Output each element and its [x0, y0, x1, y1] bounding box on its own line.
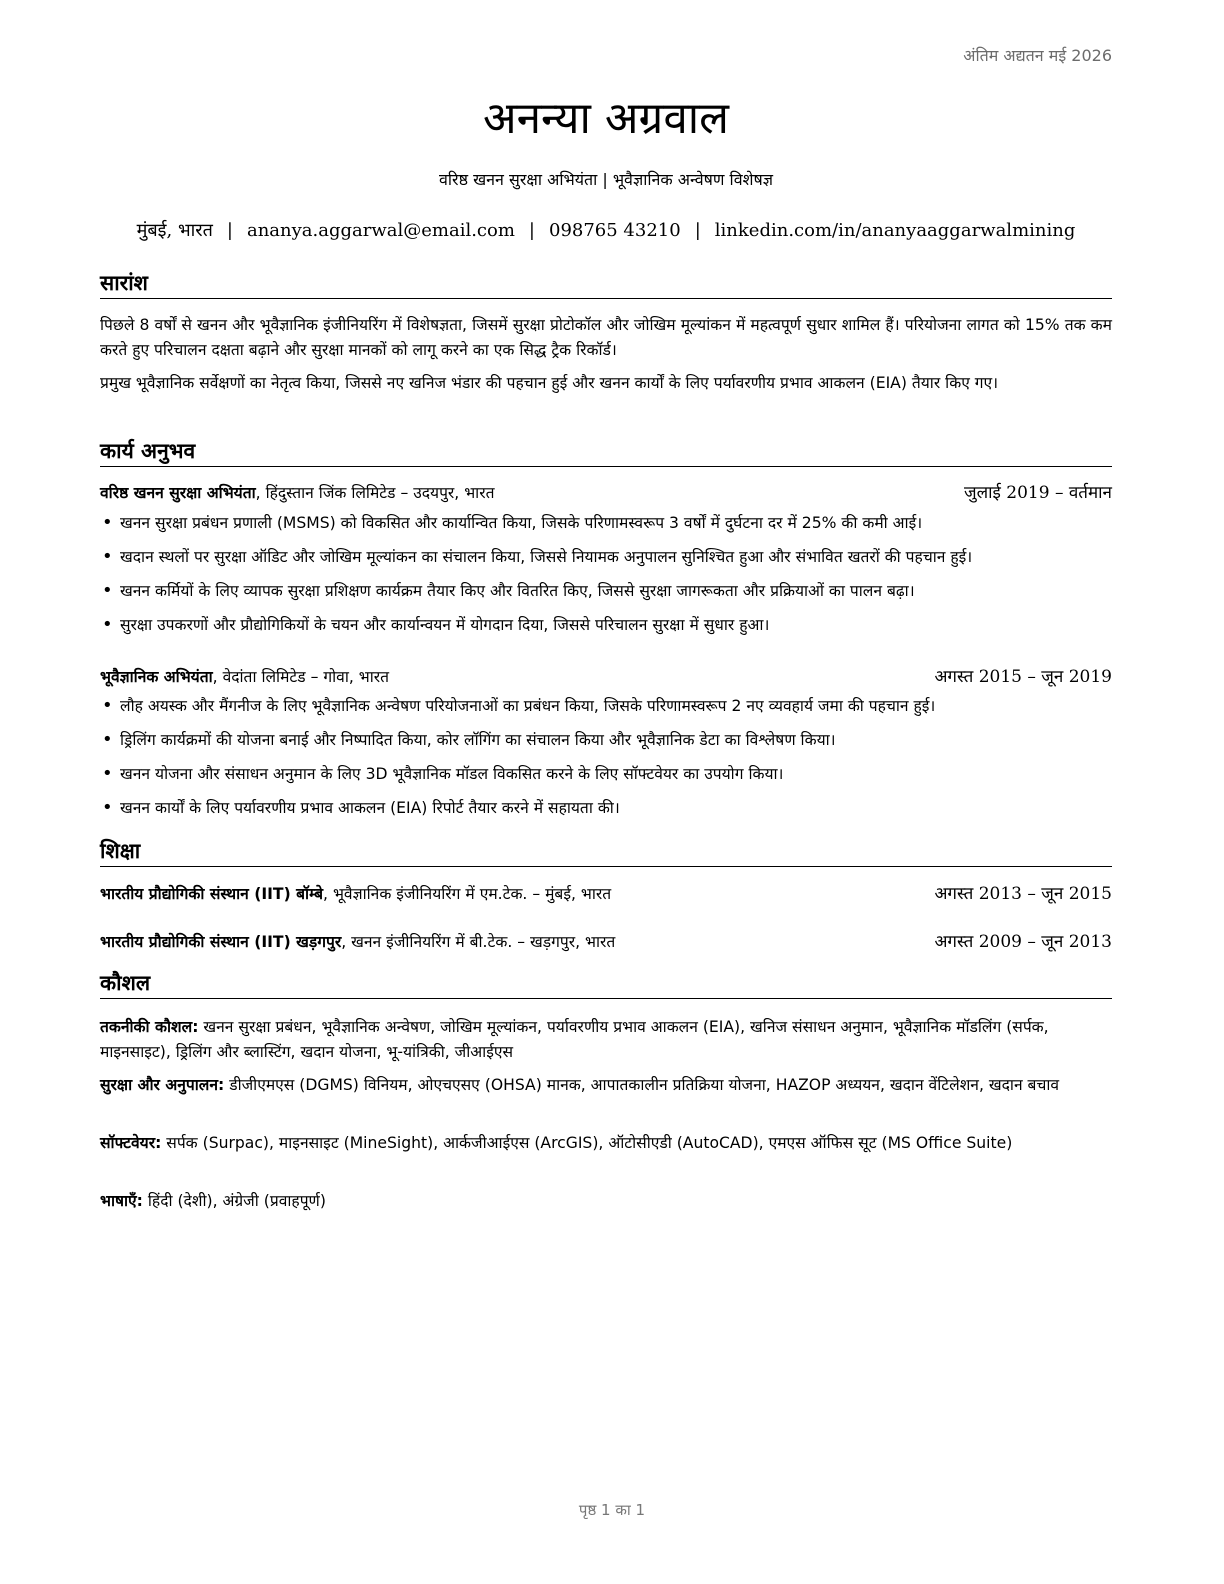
section-title-summary: सारांश	[100, 270, 1112, 299]
contact-linkedin[interactable]: linkedin.com/in/ananyaaggarwalmining	[714, 220, 1076, 241]
skill-text: डीजीएमएस (DGMS) विनियम, ओएचएसए (OHSA) मानक, आपातकालीन प्रतिक्रिया योजना, HAZOP अध्ययन, खदान वेंटिलेशन, खदान बचाव	[224, 1076, 1060, 1094]
contact-location: मुंबई, भारत	[136, 220, 213, 241]
education-dates: अगस्त 2013 – जून 2015	[934, 884, 1112, 904]
job-bullets	[100, 510, 1112, 646]
section-title-skills: कौशल	[100, 970, 1112, 999]
contact-separator: |	[226, 220, 233, 241]
skill-label: सुरक्षा और अनुपालन:	[100, 1076, 225, 1094]
bullet-icon: •	[102, 797, 113, 818]
contact-separator: |	[694, 220, 701, 241]
education-detail: , खनन इंजीनियरिंग में बी.टेक. – खड़गपुर, भारत	[341, 933, 616, 951]
job-org: , हिंदुस्तान जिंक लिमिटेड – उदयपुर, भारत	[255, 484, 495, 502]
job-org: , वेदांता लिमिटेड – गोवा, भारत	[212, 668, 390, 686]
bullet-icon: •	[102, 614, 113, 635]
job-dates: जुलाई 2019 – वर्तमान	[963, 483, 1112, 503]
contact-phone[interactable]: 098765 43210	[549, 220, 681, 241]
list-item: • ड्रिलिंग कार्यक्रमों की योजना बनाई और निष्पादित किया, कोर लॉगिंग का संचालन किया और भूवैज्ञानिक डेटा का विश्लेषण किया।	[100, 727, 1112, 761]
job-role: भूवैज्ञानिक अभियंता	[100, 668, 213, 686]
skill-label: सॉफ्टवेयर:	[100, 1134, 162, 1152]
contact-separator: |	[528, 220, 535, 241]
list-item: • खनन योजना और संसाधन अनुमान के लिए 3D भूवैज्ञानिक मॉडल विकसित करने के लिए सॉफ्टवेयर का उपयोग किया।	[100, 761, 1112, 795]
list-item: • लौह अयस्क और मैंगनीज के लिए भूवैज्ञानिक अन्वेषण परियोजनाओं का प्रबंधन किया, जिसके परिणामस्वरूप 2 नए व्यवहार्य जमा की पहचान हुई।	[100, 693, 1112, 727]
contact-line	[100, 218, 1112, 242]
last-updated: अंतिम अद्यतन मई 2026	[963, 46, 1112, 65]
skill-text: सर्पक (Surpac), माइनसाइट (MineSight), आर्कजीआईएस (ArcGIS), ऑटोसीएडी (AutoCAD), एमएस ऑफिस सूट (MS Office Suite)	[161, 1134, 1013, 1152]
skill-group	[100, 1131, 1112, 1156]
skill-label: भाषाएँ:	[100, 1192, 143, 1210]
candidate-name: अनन्या अग्रवाल	[482, 93, 730, 144]
skill-text: खनन सुरक्षा प्रबंधन, भूवैज्ञानिक अन्वेषण, जोखिम मूल्यांकन, पर्यावरणीय प्रभाव आकलन (EIA), खनिज संसाधन अनुमान, भूवैज्ञानिक मॉडलिंग (सर्पक, माइनसाइट), ड्रिलिंग और ब्लास्टिंग, खदान योजना, भू-यांत्रिकी, जीआईएस	[100, 1018, 1049, 1061]
summary-paragraph: पिछले 8 वर्षों से खनन और भूवैज्ञानिक इंजीनियरिंग में विशेषज्ञता, जिसमें सुरक्षा प्रोटोकॉल और जोखिम मूल्यांकन में महत्वपूर्ण सुधार शामिल हैं। परियोजना लागत को 15% तक कम करते हुए परिचालन दक्षता बढ़ाने और सुरक्षा मानकों को लागू करने का एक सिद्ध ट्रैक रिकॉर्ड।	[100, 316, 1112, 359]
bullet-icon: •	[102, 763, 113, 784]
job-header	[100, 480, 1112, 506]
education-institution: भारतीय प्रौद्योगिकी संस्थान (IIT) खड़गपुर	[100, 933, 342, 951]
job-role: वरिष्ठ खनन सुरक्षा अभियंता	[100, 484, 256, 502]
bullet-icon: •	[102, 546, 113, 567]
job-header	[100, 664, 1112, 690]
list-item: • खदान स्थलों पर सुरक्षा ऑडिट और जोखिम मूल्यांकन का संचालन किया, जिससे नियामक अनुपालन सुनिश्चित हुआ और संभावित खतरों की पहचान हुई।	[100, 544, 1112, 578]
education-institution: भारतीय प्रौद्योगिकी संस्थान (IIT) बॉम्बे	[100, 885, 324, 903]
resume-page	[100, 0, 1112, 1584]
list-item: • सुरक्षा उपकरणों और प्रौद्योगिकियों के चयन और कार्यान्वयन में योगदान दिया, जिससे परिचालन सुरक्षा में सुधार हुआ।	[100, 612, 1112, 646]
list-item: • खनन कार्यों के लिए पर्यावरणीय प्रभाव आकलन (EIA) रिपोर्ट तैयार करने में सहायता की।	[100, 795, 1112, 829]
bullet-icon: •	[102, 580, 113, 601]
bullet-icon: •	[102, 695, 113, 716]
section-title-experience: कार्य अनुभव	[100, 438, 1112, 467]
list-item: • खनन कर्मियों के लिए व्यापक सुरक्षा प्रशिक्षण कार्यक्रम तैयार किए और वितरित किए, जिससे सुरक्षा जागरूकता और प्रक्रियाओं का पालन बढ़ा।	[100, 578, 1112, 612]
education-row	[100, 929, 1112, 955]
education-detail: , भूवैज्ञानिक इंजीनियरिंग में एम.टेक. – मुंबई, भारत	[323, 885, 612, 903]
skill-group	[100, 1015, 1112, 1065]
skill-label: तकनीकी कौशल:	[100, 1018, 199, 1036]
education-dates: अगस्त 2009 – जून 2013	[934, 932, 1112, 952]
summary-paragraph: प्रमुख भूवैज्ञानिक सर्वेक्षणों का नेतृत्व किया, जिससे नए खनिज भंडार की पहचान हुई और खनन कार्यों के लिए पर्यावरणीय प्रभाव आकलन (EIA) तैयार किए गए।	[100, 374, 999, 392]
skill-group	[100, 1073, 1112, 1098]
education-row	[100, 881, 1112, 907]
skill-text: हिंदी (देशी), अंग्रेजी (प्रवाहपूर्ण)	[142, 1192, 326, 1210]
candidate-subtitle: वरिष्ठ खनन सुरक्षा अभियंता | भूवैज्ञानिक अन्वेषण विशेषज्ञ	[439, 170, 773, 189]
section-title-education: शिक्षा	[100, 838, 1112, 867]
job-bullets	[100, 693, 1112, 829]
contact-email[interactable]: ananya.aggarwal@email.com	[246, 220, 515, 241]
bullet-icon: •	[102, 512, 113, 533]
bullet-icon: •	[102, 729, 113, 750]
job-dates: अगस्त 2015 – जून 2019	[934, 667, 1112, 687]
page-footer: पृष्ठ 1 का 1	[578, 1501, 646, 1519]
list-item: • खनन सुरक्षा प्रबंधन प्रणाली (MSMS) को विकसित और कार्यान्वित किया, जिसके परिणामस्वरूप 3 वर्षों में दुर्घटना दर में 25% की कमी आई।	[100, 510, 1112, 544]
skill-group	[100, 1189, 1112, 1214]
